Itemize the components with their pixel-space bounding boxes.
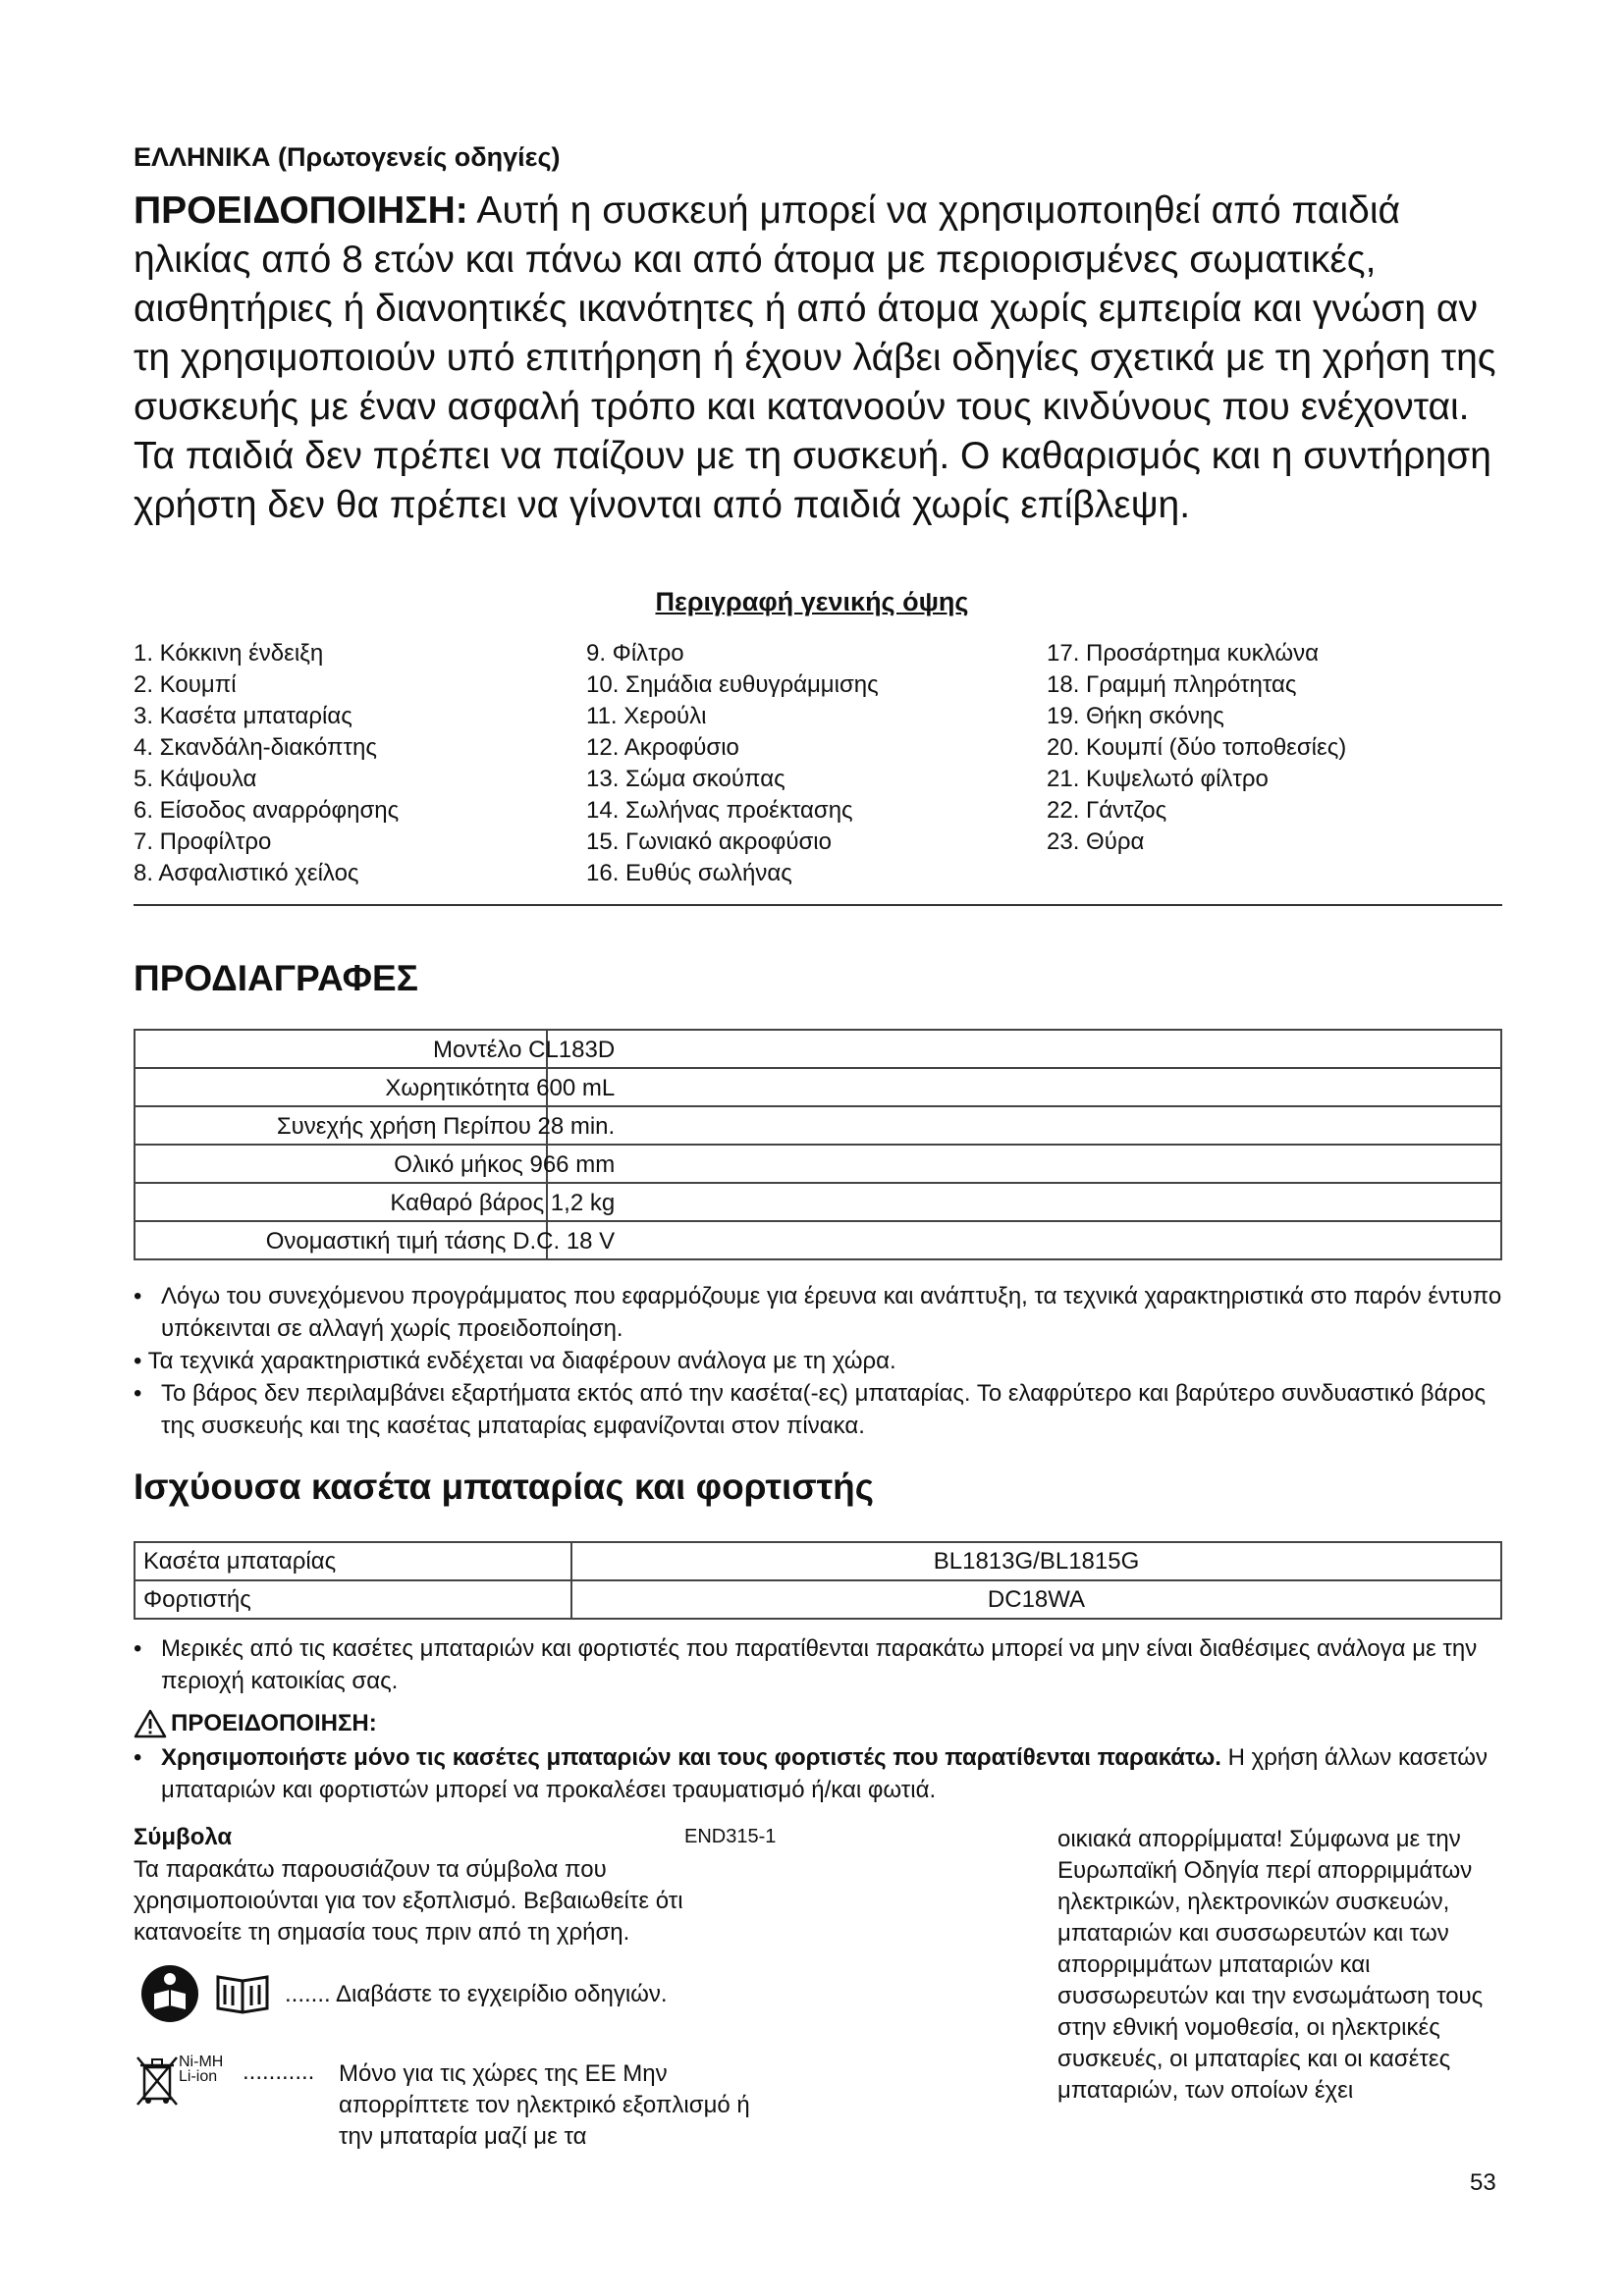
note-text: Λόγω του συνεχόμενου προγράμματος που εφαρμόζουμε για έρευνα και ανάπτυξη, τα τεχνικά χαρακτηριστικά στο παρόν έντυπο υπόκεινται σε αλλαγή χωρίς προειδοποίηση. xyxy=(161,1283,1502,1342)
table-row xyxy=(135,1145,1501,1183)
part-item: 4. Σκανδάλη-διακόπτης xyxy=(134,734,377,761)
caution-heading xyxy=(134,1709,377,1738)
part-item: 7. Προφίλτρο xyxy=(134,828,272,855)
caution-bold-text: Χρησιμοποιήστε μόνο τις κασέτες μπαταριών και τους φορτιστές που παρατίθενται παρακάτω. xyxy=(161,1744,1221,1771)
disposal-continued-text: οικιακά απορρίμματα! Σύμφωνα με την Ευρωπαϊκή Οδηγία περί απορριμμάτων ηλεκτρικών, ηλεκτρονικών συσκευών, μπαταριών και συσσωρευτών και των απορριμμάτων μπαταριών και συσσωρευτών και την ενσωμάτωση τους στην εθνική νομοθεσία, οι ηλεκτρικές συσκευές, οι μπαταρίες και οι κασέτες μπαταριών, των οποίων έχει xyxy=(1057,1826,1484,2104)
note-text: Τα τεχνικά χαρακτηριστικά ενδέχεται να διαφέρουν ανάλογα με τη χώρα. xyxy=(147,1348,896,1374)
bullet: • xyxy=(134,1635,142,1662)
table-row xyxy=(135,1068,1501,1106)
table-value-cell: DC18WA xyxy=(571,1580,1501,1619)
spec-cell: Ονομαστική τιμή τάσης D.C. 18 V xyxy=(265,1228,616,1255)
part-item: 21. Κυψελωτό φίλτρο xyxy=(1047,766,1269,792)
symbols-heading: Σύμβολα xyxy=(134,1824,233,1850)
part-item: 15. Γωνιακό ακροφύσιο xyxy=(586,828,832,855)
safety-warning xyxy=(134,187,1508,530)
table-row xyxy=(135,1580,1501,1619)
part-item: 18. Γραμμή πληρότητας xyxy=(1047,671,1297,698)
leader-dots: ........... xyxy=(243,2058,315,2085)
symbols-intro: Τα παρακάτω παρουσιάζουν τα σύμβολα που χρησιμοποιούνται για τον εξοπλισμό. Βεβαιωθείτε ότι κατανοείτε τη σημασία τους πριν από τη χρήση. xyxy=(134,1856,683,1946)
note-text: Το βάρος δεν περιλαμβάνει εξαρτήματα εκτός από την κασέτα(-ες) μπαταρίας. Το ελαφρύτερο και βαρύτερο συνδυαστικό βάρος της συσκευής και της κασέτας μπαταρίας εμφανίζονται στον πίνακα. xyxy=(161,1380,1487,1439)
part-item: 5. Κάψουλα xyxy=(134,766,257,792)
caution-rest-text: Η χρήση άλλων κασετών μπαταριών και φορτιστών μπορεί να προκαλέσει τραυματισμό ή/και φωτιά. xyxy=(161,1744,1488,1803)
part-item: 3. Κασέτα μπαταρίας xyxy=(134,703,352,729)
part-item: 22. Γάντζος xyxy=(1047,797,1167,824)
part-item: 9. Φίλτρο xyxy=(586,640,684,667)
spec-cell: Μοντέλο CL183D xyxy=(432,1037,616,1063)
part-item: 6. Είσοδος αναρρόφησης xyxy=(134,797,400,824)
part-item: 16. Ευθύς σωλήνας xyxy=(586,860,792,886)
part-item: 8. Ασφαλιστικό χείλος xyxy=(134,860,359,886)
battery-type-label: Ni-MH Li-ion xyxy=(179,2054,224,2085)
bullet: • xyxy=(134,1380,142,1407)
parts-list-col-3 xyxy=(1047,638,1346,858)
crossed-bin-icon xyxy=(135,2054,180,2109)
general-view-title: Περιγραφή γενικής όψης xyxy=(655,587,969,616)
table-row xyxy=(135,1183,1501,1221)
part-item: 19. Θήκη σκόνης xyxy=(1047,703,1224,729)
table-row xyxy=(135,1030,1501,1068)
spec-cell: Χωρητικότητα 600 mL xyxy=(385,1075,616,1101)
part-item: 17. Προσάρτημα κυκλώνα xyxy=(1047,640,1319,667)
table-row xyxy=(135,1106,1501,1145)
table-value-cell: BL1813G/BL1815G xyxy=(571,1542,1501,1580)
parts-list-col-2 xyxy=(586,638,879,889)
battery-heading: Ισχύουσα κασέτα μπαταρίας και φορτιστής xyxy=(134,1467,875,1507)
book-icon xyxy=(214,1971,271,2014)
note-text: Μερικές από τις κασέτες μπαταριών και φορτιστές που παρατίθενται παρακάτω μπορεί να μην είναι διαθέσιμες ανάλογα με την περιοχή κατοικίας σας. xyxy=(161,1635,1478,1694)
warning-text: Αυτή η συσκευή μπορεί να χρησιμοποιηθεί από παιδιά ηλικίας από 8 ετών και πάνω και από άτομα με περιορισμένες σωματικές, αισθητήριες ή διανοητικές ικανότητες ή από άτομα χωρίς εμπειρία και γνώση αν τη χρησιμοποιούν υπό επιτήρηση ή έχουν λάβει οδηγίες σχετικά με τη χρήση της συσκευής με έναν ασφαλή τρόπο και κατανοούν τους κινδύνους που ενέχονται. Τα παιδιά δεν πρέπει να παίζουν με τη συσκευή. Ο καθαρισμός και η συντήρηση χρήστη δεν θα πρέπει να γίνονται από παιδιά χωρίς επίβλεψη. xyxy=(134,189,1496,526)
parts-list-col-1 xyxy=(134,638,399,889)
eu-disposal-text: Μόνο για τις χώρες της ΕΕ Μην απορρίπτετε τον ηλεκτρικό εξοπλισμό ή την μπαταρία μαζί με τα xyxy=(339,2060,750,2150)
page-number: 53 xyxy=(1470,2169,1496,2196)
language-heading: ΕΛΛΗΝΙΚΑ (Πρωτογενείς οδηγίες) xyxy=(134,142,561,172)
battery-table xyxy=(134,1541,1502,1620)
symbols-code: END315-1 xyxy=(684,1826,777,1847)
part-item: 12. Ακροφύσιο xyxy=(586,734,739,761)
note-item xyxy=(134,1741,1508,1806)
part-item: 20. Κουμπί (δύο τοποθεσίες) xyxy=(1047,734,1347,761)
bullet: • xyxy=(134,1283,142,1309)
part-item: 1. Κόκκινη ένδειξη xyxy=(134,640,324,667)
specifications-table xyxy=(134,1029,1502,1260)
spec-cell: Καθαρό βάρος 1,2 kg xyxy=(390,1190,616,1216)
part-item: 23. Θύρα xyxy=(1047,828,1145,855)
part-item: 14. Σωλήνας προέκτασης xyxy=(586,797,853,824)
table-label-cell: Κασέτα μπαταρίας xyxy=(135,1542,571,1580)
spec-cell: Συνεχής χρήση Περίπου 28 min. xyxy=(276,1113,616,1140)
warning-triangle-icon xyxy=(134,1709,167,1738)
note-item xyxy=(134,1632,1508,1697)
part-item: 10. Σημάδια ευθυγράμμισης xyxy=(586,671,879,698)
caution-note xyxy=(134,1741,1508,1806)
note-item xyxy=(134,1377,1508,1442)
part-item: 11. Χερούλι xyxy=(586,703,707,729)
spec-cell: Ολικό μήκος 966 mm xyxy=(394,1151,616,1178)
table-row xyxy=(135,1221,1501,1259)
read-manual-text: ....... Διαβάστε το εγχειρίδιο οδηγιών. xyxy=(285,1981,668,2007)
table-label-cell: Φορτιστής xyxy=(135,1580,571,1619)
bullet: • xyxy=(134,1744,142,1771)
section-divider xyxy=(134,904,1502,906)
specifications-heading: ΠΡΟΔΙΑΓΡΑΦΕΣ xyxy=(134,958,418,998)
read-manual-icon xyxy=(140,1964,199,2023)
caution-label: ΠΡΟΕΙΔΟΠΟΙΗΣΗ: xyxy=(171,1710,377,1736)
part-item: 2. Κουμπί xyxy=(134,671,237,698)
warning-lead: ΠΡΟΕΙΔΟΠΟΙΗΣΗ: xyxy=(134,189,468,232)
note-item: • Τα τεχνικά χαρακτηριστικά ενδέχεται να διαφέρουν ανάλογα με τη χώρα. xyxy=(134,1348,896,1374)
spec-notes xyxy=(134,1280,1508,1442)
part-item: 13. Σώμα σκούπας xyxy=(586,766,785,792)
table-row xyxy=(135,1542,1501,1580)
note-item xyxy=(134,1280,1508,1345)
battery-note xyxy=(134,1632,1508,1697)
